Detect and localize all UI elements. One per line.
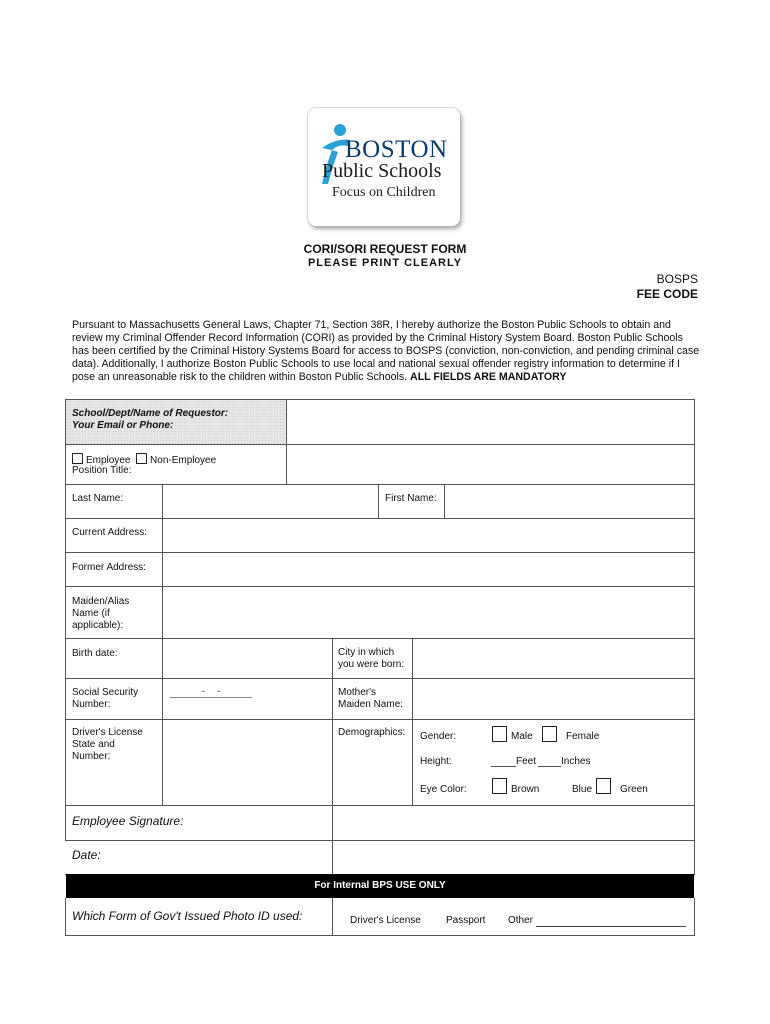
drivers-license-input[interactable] — [164, 721, 331, 804]
signature-label: Employee Signature: — [72, 814, 184, 828]
id-drivers-license-option[interactable]: Driver's License — [350, 915, 421, 926]
height-label: Height: — [420, 756, 452, 767]
female-checkbox[interactable] — [542, 726, 557, 742]
logo — [308, 108, 460, 226]
brown-checkbox[interactable] — [492, 778, 507, 794]
ssn-input[interactable]: - - — [170, 686, 252, 698]
city-born-input[interactable] — [414, 640, 693, 677]
bosps-label: BOSPS — [656, 272, 698, 286]
birth-date-label: Birth date: — [72, 648, 118, 659]
birth-date-input[interactable] — [164, 640, 331, 677]
blue-checkbox[interactable] — [596, 778, 611, 794]
intro-text: Pursuant to Massachusetts General Laws, Chapter 71, Section 38R, I hereby authorize the Boston Public Schools to obtain and review my Criminal Offender Record Information (CORI) as provided by the Criminal History System Board. Boston Public Schools has been certified by the Criminal History Systems Board for access to BOSPS (conviction, non-conviction, and pending criminal case data). Additionally, I authorize Boston Public Schools to use local and national sexual offender registry information to determine if I pose an unreasonable risk to the children within Boston Public Schools. — [72, 319, 700, 383]
current-address-input[interactable] — [164, 520, 693, 551]
gender-label: Gender: — [420, 731, 457, 742]
logo-boston: BOSTON — [345, 136, 448, 163]
position-title-input[interactable] — [288, 446, 693, 483]
requestor-input[interactable] — [288, 401, 693, 443]
non-employee-checkbox[interactable] — [136, 453, 147, 464]
current-address-label: Current Address: — [72, 527, 148, 538]
eye-color-label: Eye Color: — [420, 784, 467, 795]
feet-label: Feet — [516, 756, 537, 767]
maiden-alias-input[interactable] — [164, 588, 693, 637]
last-name-label: Last Name: — [72, 493, 124, 504]
first-name-input[interactable] — [446, 486, 693, 517]
employee-label: Employee — [86, 455, 131, 466]
requestor-label: School/Dept/Name of Requestor: — [72, 408, 229, 419]
height-inches-input[interactable] — [538, 754, 561, 767]
signature-input[interactable] — [334, 807, 693, 839]
green-label: Green — [620, 784, 648, 795]
height-feet-input[interactable] — [491, 754, 516, 767]
maiden-alias-label: Maiden/Alias Name (if applicable): — [72, 596, 130, 631]
non-employee-label: Non-Employee — [150, 455, 217, 466]
contact-label: Your Email or Phone: — [72, 420, 174, 431]
date-label: Date: — [72, 848, 101, 862]
form-subtitle: PLEASE PRINT CLEARLY — [307, 257, 463, 269]
id-other-label: Other — [508, 915, 534, 926]
male-label: Male — [511, 731, 533, 742]
mothers-maiden-input[interactable] — [414, 680, 693, 718]
former-address-label: Former Address: — [72, 562, 146, 573]
employee-checkbox[interactable] — [72, 453, 83, 464]
brown-label: Brown — [511, 784, 540, 795]
photo-id-question: Which Form of Gov't Issued Photo ID used: — [72, 909, 303, 923]
position-title-label: Position Title: — [72, 465, 132, 476]
city-born-label: City in which you were born: — [338, 647, 405, 670]
first-name-label: First Name: — [385, 493, 437, 504]
intro-paragraph — [72, 319, 700, 384]
drivers-license-label: Driver's License State and Number: — [72, 727, 143, 762]
last-name-input[interactable] — [164, 486, 377, 517]
former-address-input[interactable] — [164, 554, 693, 585]
mandatory-note: ALL FIELDS ARE MANDATORY — [410, 371, 567, 383]
form-title: CORI/SORI REQUEST FORM — [303, 242, 467, 256]
id-passport-option[interactable]: Passport — [446, 915, 486, 926]
male-checkbox[interactable] — [492, 726, 507, 742]
id-other-input[interactable] — [536, 914, 686, 927]
logo-public-schools: Public Schools — [322, 160, 442, 182]
blue-label: Blue — [572, 784, 593, 795]
female-label: Female — [566, 731, 600, 742]
demographics-label: Demographics: — [338, 727, 406, 738]
date-input[interactable] — [334, 842, 693, 873]
logo-tagline: Focus on Children — [332, 185, 436, 200]
ssn-label: Social Security Number: — [72, 687, 139, 710]
fee-code-label: FEE CODE — [636, 287, 698, 301]
internal-use-bar: For Internal BPS USE ONLY — [66, 874, 694, 898]
mothers-maiden-label: Mother's Maiden Name: — [338, 687, 404, 710]
inches-label: Inches — [561, 756, 591, 767]
